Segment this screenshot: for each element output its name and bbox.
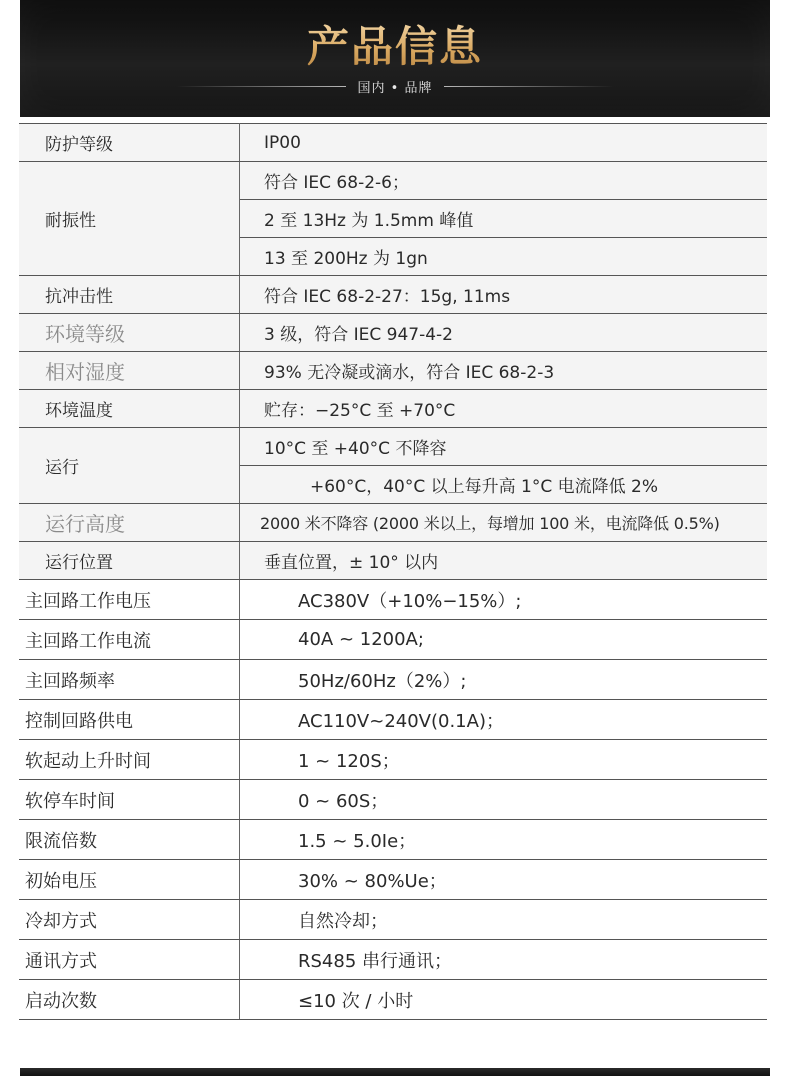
spec-label: 环境等级 <box>19 314 240 352</box>
spec-value: RS485 串行通讯； <box>240 940 768 980</box>
spec-label: 控制回路供电 <box>19 700 240 740</box>
table-row <box>19 740 767 780</box>
table-row <box>19 542 767 580</box>
spec-value: 3 级，符合 IEC 947-4-2 <box>240 314 768 352</box>
spec-label: 相对湿度 <box>19 352 240 390</box>
spec-label: 限流倍数 <box>19 820 240 860</box>
spec-value: 30% ~ 80%Ue； <box>240 860 768 900</box>
spec-value: 符合 IEC 68-2-27：15g, 11ms <box>240 276 768 314</box>
spec-value: 1 ~ 120S； <box>240 740 768 780</box>
divider-right <box>444 86 614 87</box>
spec-value: 0 ~ 60S； <box>240 780 768 820</box>
table-row <box>19 940 767 980</box>
spec-value: 10°C 至 +40°C 不降容 <box>240 428 768 466</box>
spec-table <box>19 123 767 1020</box>
table-row <box>19 660 767 700</box>
page-subtitle: 国内 • 品牌 <box>357 80 433 96</box>
spec-label: 启动次数 <box>19 980 240 1020</box>
spec-value: 40A ~ 1200A; <box>240 620 768 660</box>
spec-value: AC110V~240V(0.1A)； <box>240 700 768 740</box>
table-row <box>19 390 767 428</box>
table-row <box>19 276 767 314</box>
spec-label: 主回路工作电流 <box>19 620 240 660</box>
spec-value: 贮存：−25°C 至 +70°C <box>240 390 768 428</box>
table-row <box>19 780 767 820</box>
spec-value: 50Hz/60Hz（2%）; <box>240 660 768 700</box>
spec-value: IP00 <box>240 124 768 162</box>
table-row <box>19 504 767 542</box>
spec-label: 防护等级 <box>19 124 240 162</box>
table-row <box>19 820 767 860</box>
table-row <box>19 162 767 200</box>
table-row <box>19 428 767 466</box>
table-row <box>19 860 767 900</box>
spec-label: 抗冲击性 <box>19 276 240 314</box>
divider-left <box>176 86 346 87</box>
table-row <box>19 352 767 390</box>
table-row <box>19 314 767 352</box>
page-title: 产品信息 <box>20 14 770 74</box>
table-row <box>19 620 767 660</box>
spec-label: 主回路工作电压 <box>19 580 240 620</box>
spec-value: ≤10 次 / 小时 <box>240 980 768 1020</box>
subtitle-row <box>20 77 770 95</box>
table-row <box>19 124 767 162</box>
spec-label: 主回路频率 <box>19 660 240 700</box>
spec-value: 2 至 13Hz 为 1.5mm 峰值 <box>240 200 768 238</box>
table-row <box>19 700 767 740</box>
spec-label: 初始电压 <box>19 860 240 900</box>
spec-label: 运行位置 <box>19 542 240 580</box>
spec-label: 环境温度 <box>19 390 240 428</box>
spec-value: 13 至 200Hz 为 1gn <box>240 238 768 276</box>
spec-value: 自然冷却； <box>240 900 768 940</box>
spec-value: 93% 无冷凝或滴水，符合 IEC 68-2-3 <box>240 352 768 390</box>
spec-label: 软停车时间 <box>19 780 240 820</box>
header-banner <box>20 0 770 117</box>
spec-value: 2000 米不降容 (2000 米以上，每增加 100 米，电流降低 0.5%) <box>240 504 768 542</box>
spec-value: 符合 IEC 68-2-6； <box>240 162 768 200</box>
table-row <box>19 900 767 940</box>
spec-label: 运行高度 <box>19 504 240 542</box>
spec-value: 垂直位置，± 10° 以内 <box>240 542 768 580</box>
spec-value: 1.5 ~ 5.0Ie； <box>240 820 768 860</box>
spec-label: 运行 <box>19 428 240 504</box>
table-row <box>19 580 767 620</box>
spec-value: AC380V（+10%−15%）; <box>240 580 768 620</box>
table-row <box>19 980 767 1020</box>
spec-label: 冷却方式 <box>19 900 240 940</box>
spec-label: 通讯方式 <box>19 940 240 980</box>
spec-value: +60°C，40°C 以上每升高 1°C 电流降低 2% <box>240 466 768 504</box>
spec-label: 耐振性 <box>19 162 240 276</box>
footer-bar <box>20 1068 770 1076</box>
spec-label: 软起动上升时间 <box>19 740 240 780</box>
